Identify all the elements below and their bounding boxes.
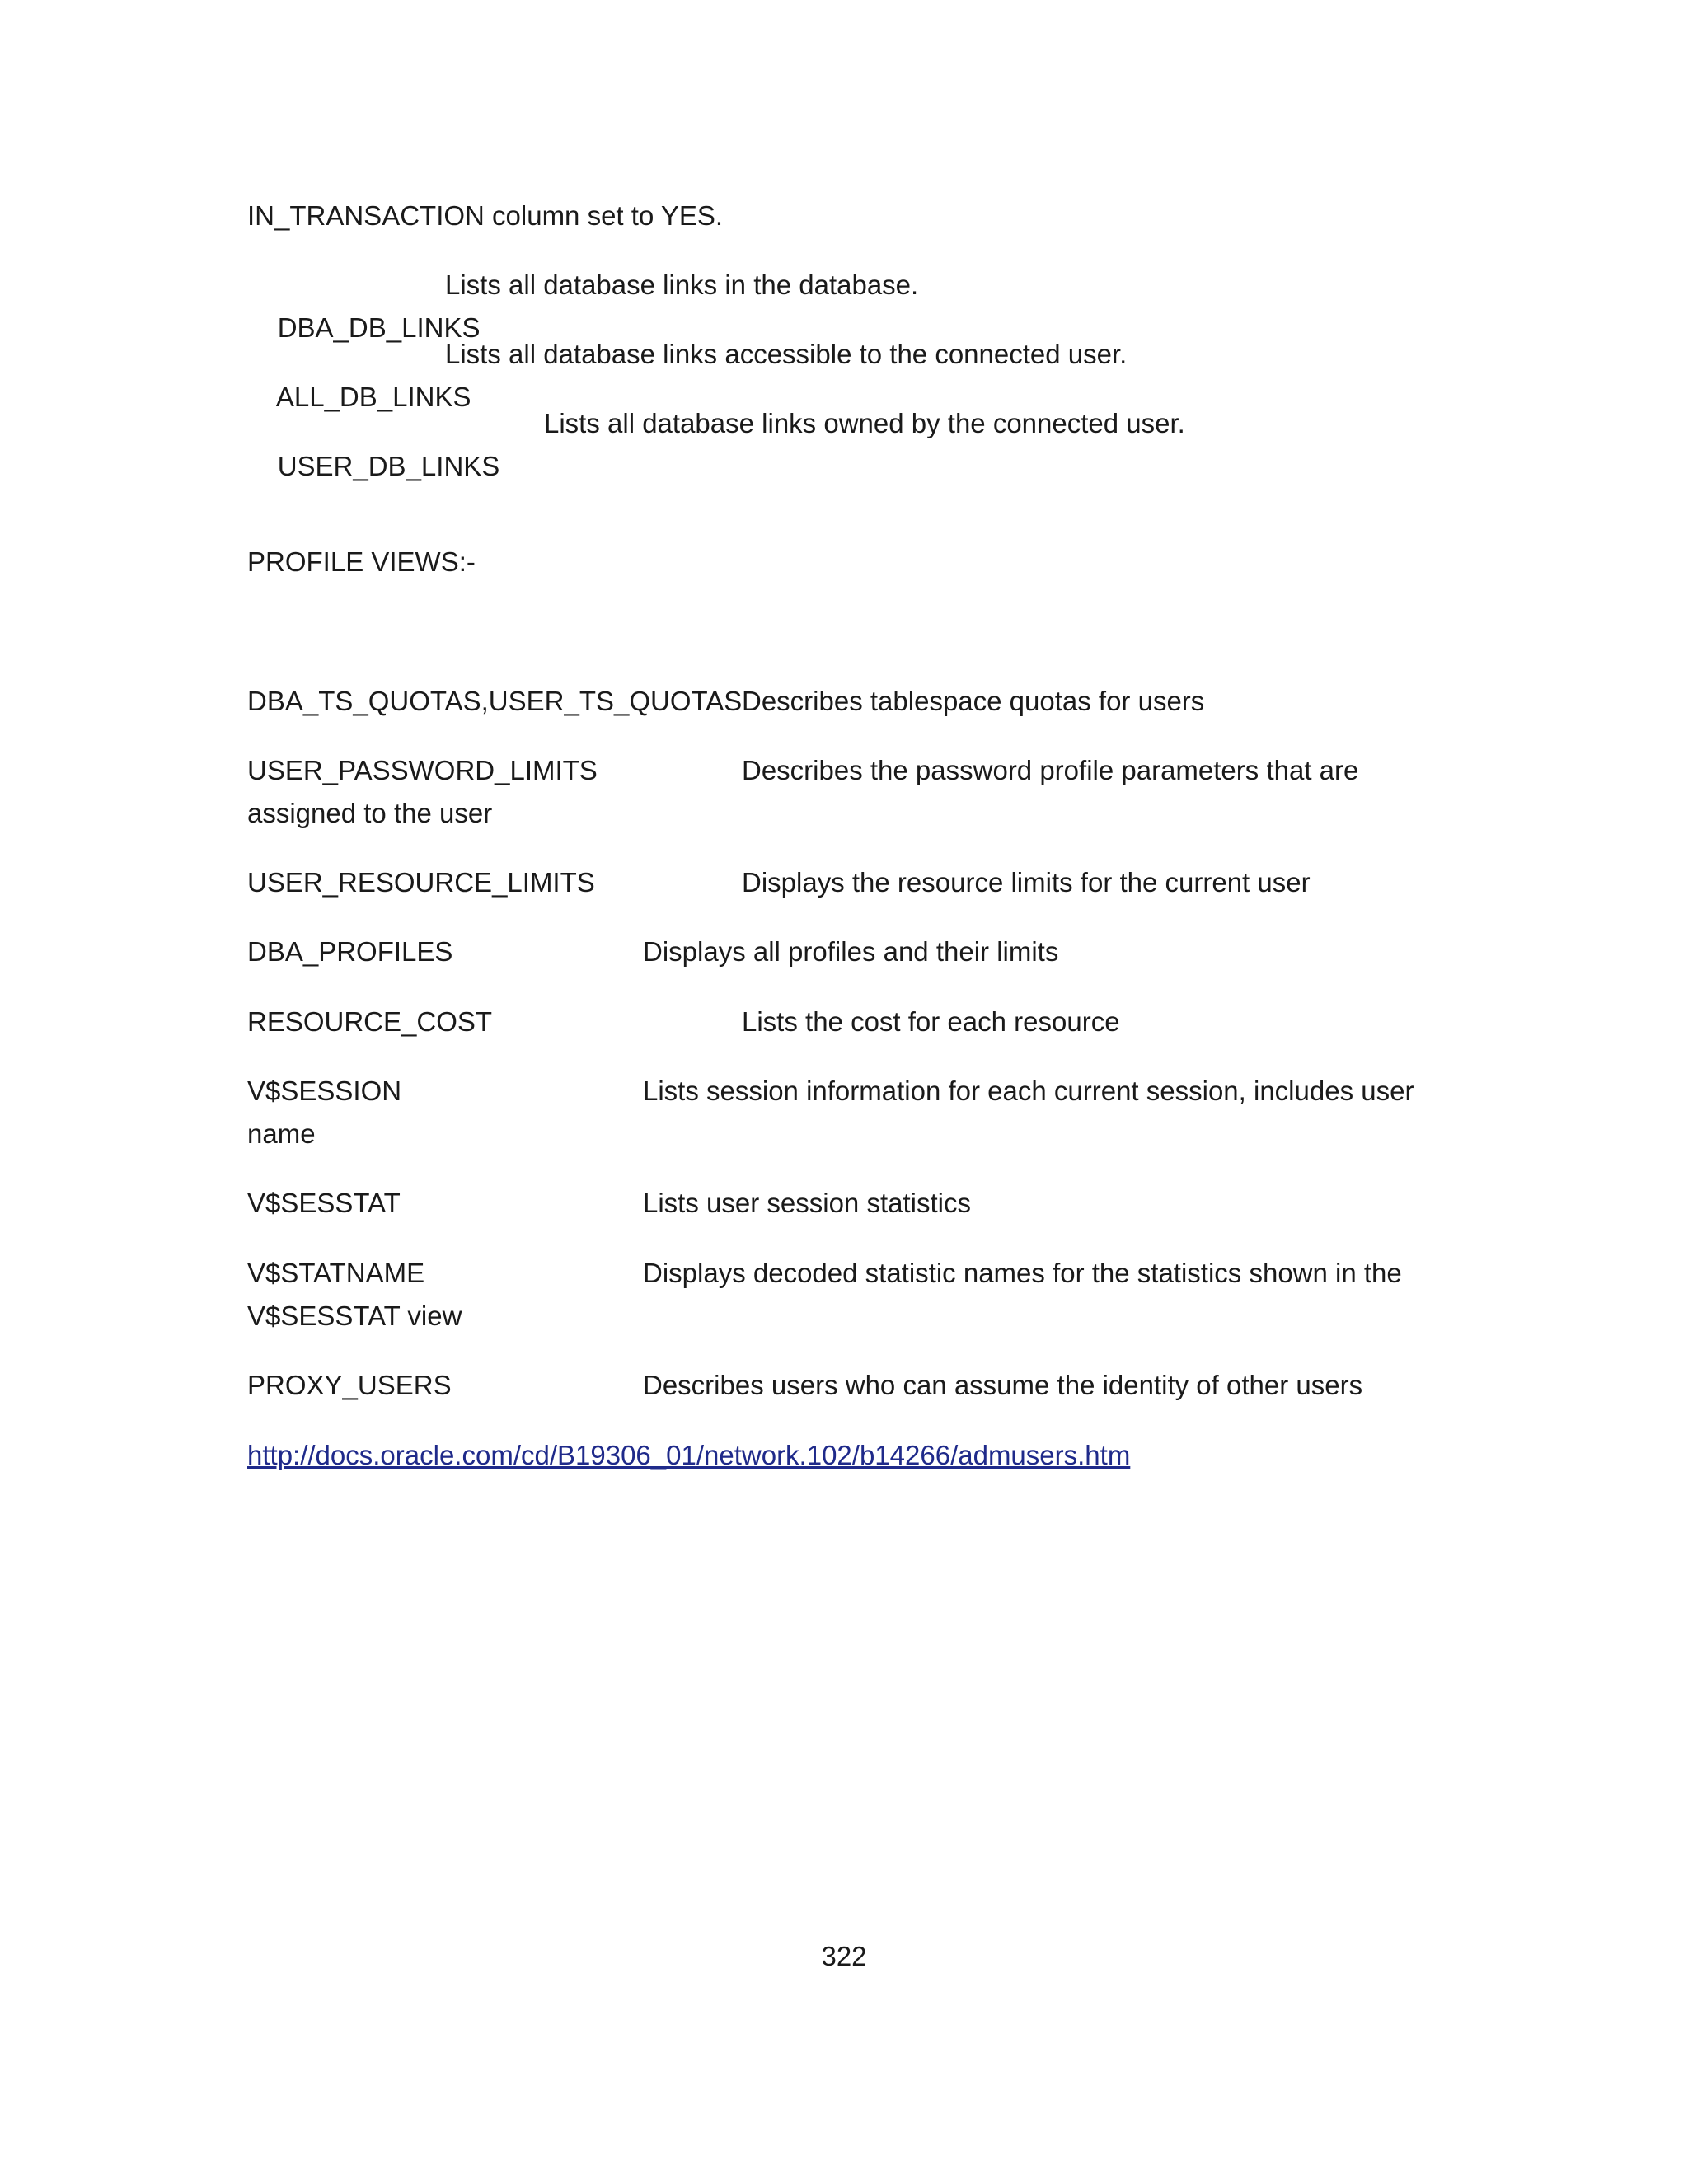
view-description-continued: assigned to the user — [247, 798, 493, 828]
view-description: Lists user session statistics — [643, 1188, 971, 1218]
view-name: V$STATNAME — [247, 1258, 425, 1288]
view-description: Lists the cost for each resource — [742, 1006, 1120, 1037]
view-name: USER_PASSWORD_LIMITS — [247, 755, 598, 785]
profile-view-row — [247, 1070, 1414, 1155]
view-description: Describes the password profile parameters that are — [742, 755, 1359, 785]
view-name: DBA_DB_LINKS — [277, 312, 481, 343]
view-description: Lists all database links owned by the connected user. — [544, 408, 1185, 438]
view-name: USER_DB_LINKS — [277, 451, 500, 481]
view-name: PROXY_USERS — [247, 1370, 452, 1400]
profile-view-row — [247, 1182, 971, 1225]
view-name: RESOURCE_COST — [247, 1006, 493, 1037]
view-name: DBA_TS_QUOTAS,USER_TS_QUOTAS — [247, 686, 743, 716]
profile-view-row — [247, 1001, 1120, 1043]
view-description-continued: name — [247, 1118, 316, 1149]
view-description: Lists session information for each current session, includes user — [643, 1076, 1414, 1106]
view-name: DBA_PROFILES — [247, 936, 453, 967]
view-description: Describes tablespace quotas for users — [742, 686, 1205, 716]
view-description-continued: V$SESSTAT view — [247, 1301, 462, 1331]
db-link-row — [247, 402, 1185, 531]
section-heading: PROFILE VIEWS:- — [247, 546, 476, 577]
profile-view-row — [247, 930, 1059, 973]
view-description: Lists all database links in the database. — [445, 269, 919, 300]
view-name: ALL_DB_LINKS — [275, 382, 471, 412]
page-number: 322 — [821, 1941, 867, 1971]
profile-view-row — [247, 680, 1205, 723]
view-description: Displays the resource limits for the current user — [742, 867, 1311, 898]
profile-view-row — [247, 1364, 1363, 1407]
view-description: Describes users who can assume the identity of other users — [643, 1370, 1363, 1400]
view-description: Displays decoded statistic names for the statistics shown in the — [643, 1258, 1402, 1288]
view-name: USER_RESOURCE_LIMITS — [247, 867, 595, 898]
profile-view-row — [247, 749, 1359, 835]
view-description: Lists all database links accessible to the connected user. — [445, 339, 1128, 369]
profile-view-row — [247, 861, 1311, 904]
view-name: V$SESSTAT — [247, 1188, 401, 1218]
intro-line: IN_TRANSACTION column set to YES. — [247, 200, 724, 231]
reference-link[interactable]: http://docs.oracle.com/cd/B19306_01/network.102/b14266/admusers.htm — [247, 1440, 1131, 1470]
profile-view-row — [247, 1252, 1402, 1338]
view-description: Displays all profiles and their limits — [643, 936, 1059, 967]
view-name: V$SESSION — [247, 1076, 402, 1106]
